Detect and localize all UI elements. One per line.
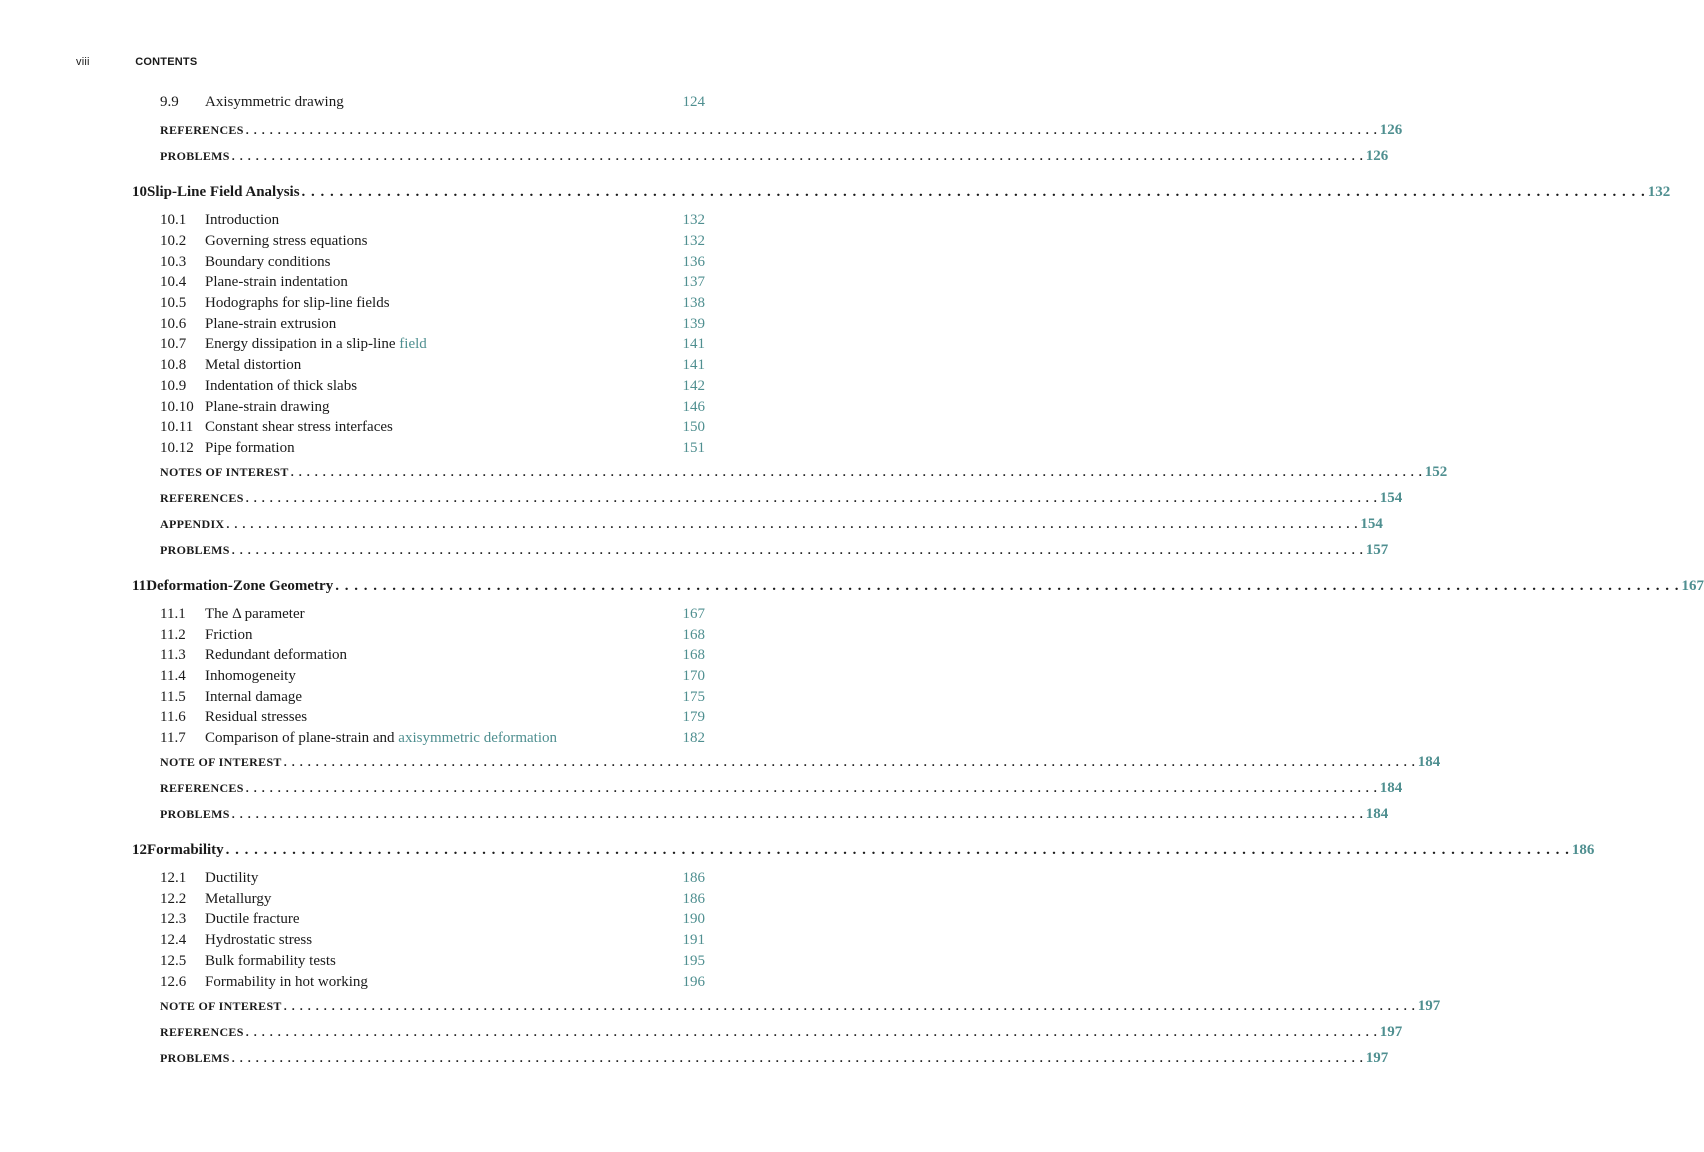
section-page-number[interactable]: 195: [682, 953, 705, 969]
section-title-link[interactable]: field: [399, 336, 427, 352]
toc-section-entry[interactable]: [0, 252, 806, 272]
section-number: 12.1: [160, 870, 187, 886]
backmatter-label: APPENDIX: [160, 517, 225, 531]
section-page-number[interactable]: 168: [682, 647, 705, 663]
section-title[interactable]: [205, 397, 330, 417]
chapter-title: Deformation-Zone Geometry: [146, 578, 334, 594]
toc-section-entry[interactable]: [0, 728, 806, 748]
backmatter-page-number[interactable]: 184: [1365, 806, 1389, 822]
section-title-text: Internal damage: [205, 689, 303, 705]
leader-dots: [284, 755, 1416, 770]
leader-dots: [246, 1025, 1378, 1040]
toc-backmatter-entry[interactable]: [160, 806, 1389, 826]
section-title-text: Plane-strain indentation: [205, 274, 348, 290]
section-page-number[interactable]: 146: [682, 399, 705, 415]
leader-dots: [246, 123, 1378, 138]
section-number: 11.5: [160, 689, 186, 705]
section-title-text: Energy dissipation in a slip-line: [205, 336, 400, 352]
running-head: [76, 56, 197, 68]
section-title-text: Formability in hot working: [205, 974, 368, 990]
section-title-text: Constant shear stress interfaces: [205, 419, 393, 435]
leader-dots: [226, 842, 1570, 859]
section-title-text: Friction: [205, 627, 253, 643]
section-title[interactable]: [205, 293, 390, 313]
section-title[interactable]: [205, 951, 336, 971]
section-page-number[interactable]: 139: [682, 316, 705, 332]
section-number: 10.4: [160, 274, 187, 290]
section-number: 12.4: [160, 932, 187, 948]
section-title[interactable]: [205, 930, 312, 950]
toc-section-entry[interactable]: [0, 951, 806, 971]
backmatter-page-number[interactable]: 152: [1424, 464, 1448, 480]
toc-backmatter-entry[interactable]: [160, 516, 1383, 536]
toc-section-entry[interactable]: [0, 604, 806, 624]
section-title[interactable]: [205, 355, 301, 375]
leader-dots: [291, 465, 1423, 480]
section-page-number[interactable]: 142: [682, 378, 705, 394]
section-title[interactable]: [205, 272, 348, 292]
toc-backmatter-entry[interactable]: [160, 122, 1403, 142]
section-title-text: Bulk formability tests: [205, 953, 336, 969]
toc-section-entry[interactable]: [0, 625, 806, 645]
section-title[interactable]: [205, 376, 357, 396]
section-title-text: Hodographs for slip-line fields: [205, 295, 390, 311]
section-title-text: Plane-strain extrusion: [205, 316, 337, 332]
toc-section-entry[interactable]: [0, 397, 806, 417]
toc-section-entry[interactable]: [0, 972, 806, 992]
toc-chapter-entry[interactable]: [132, 842, 1595, 862]
leader-dots: [246, 491, 1378, 506]
section-page-number[interactable]: 151: [682, 440, 705, 456]
leader-dots: [232, 149, 1364, 164]
backmatter-label: PROBLEMS: [160, 807, 230, 821]
toc-section-entry[interactable]: [0, 376, 806, 396]
backmatter-label: NOTE OF INTEREST: [160, 999, 282, 1013]
backmatter-label: NOTES OF INTEREST: [160, 465, 289, 479]
toc-section-entry[interactable]: [0, 438, 806, 458]
toc-section-entry[interactable]: [0, 334, 806, 354]
leader-dots: [232, 543, 1364, 558]
chapter-page-number[interactable]: 132: [1647, 184, 1671, 200]
section-number: 10.1: [160, 212, 187, 228]
section-title[interactable]: [205, 334, 427, 354]
section-title-text: Pipe formation: [205, 440, 295, 456]
toc-section-entry[interactable]: [0, 272, 806, 292]
section-number: 10.3: [160, 254, 187, 270]
section-title[interactable]: [205, 252, 330, 272]
toc-backmatter-entry[interactable]: [160, 998, 1441, 1018]
section-title[interactable]: [205, 687, 302, 707]
toc-section-entry[interactable]: [0, 293, 806, 313]
backmatter-label: PROBLEMS: [160, 149, 230, 163]
chapter-title: Slip-Line Field Analysis: [147, 184, 300, 200]
section-number: 10.6: [160, 316, 187, 332]
backmatter-label: NOTE OF INTEREST: [160, 755, 282, 769]
section-number: 10.2: [160, 233, 187, 249]
section-page-number[interactable]: 138: [682, 295, 705, 311]
section-title-text: Boundary conditions: [205, 254, 331, 270]
backmatter-label: PROBLEMS: [160, 1051, 230, 1065]
toc-backmatter-entry[interactable]: [160, 490, 1403, 510]
section-page-number[interactable]: 132: [682, 233, 705, 249]
toc-section-entry[interactable]: [0, 909, 806, 929]
section-title-text: Comparison of plane-strain and: [205, 730, 399, 746]
section-title[interactable]: [205, 909, 300, 929]
toc-section-entry[interactable]: [0, 314, 806, 334]
backmatter-label: REFERENCES: [160, 491, 244, 505]
section-title[interactable]: [205, 210, 279, 230]
running-title: CONTENTS: [135, 56, 198, 68]
backmatter-label: REFERENCES: [160, 123, 244, 137]
section-number: 10.8: [160, 357, 187, 373]
page-number: viii: [76, 56, 90, 68]
toc-section-entry[interactable]: [0, 645, 806, 665]
chapter-title: Formability: [147, 842, 224, 858]
section-title[interactable]: [205, 231, 367, 251]
section-title[interactable]: [205, 707, 307, 727]
section-number: 11.4: [160, 668, 186, 684]
leader-dots: [302, 184, 1646, 201]
backmatter-page-number[interactable]: 154: [1360, 516, 1383, 532]
toc-section-entry[interactable]: [0, 92, 806, 112]
section-title[interactable]: [205, 666, 296, 686]
section-page-number[interactable]: 136: [682, 254, 705, 270]
section-page-number[interactable]: 179: [682, 709, 705, 725]
backmatter-page-number[interactable]: 154: [1379, 490, 1403, 506]
backmatter-label: PROBLEMS: [160, 543, 230, 557]
section-page-number[interactable]: 186: [682, 891, 705, 907]
section-page-number[interactable]: 150: [682, 419, 705, 435]
leader-dots: [232, 807, 1364, 822]
section-number: 11.2: [160, 627, 186, 643]
section-number: 10.7: [160, 336, 187, 352]
toc-section-entry[interactable]: [0, 355, 806, 375]
section-page-number[interactable]: 196: [682, 974, 705, 990]
leader-dots: [335, 578, 1679, 595]
toc-section-entry[interactable]: [0, 666, 806, 686]
section-title-text: Metal distortion: [205, 357, 302, 373]
section-page-number[interactable]: 182: [682, 730, 705, 746]
toc-backmatter-entry[interactable]: [160, 1050, 1389, 1070]
toc-backmatter-entry[interactable]: [160, 464, 1448, 484]
section-number: 10.10: [160, 399, 194, 415]
section-title-text: Governing stress equations: [205, 233, 368, 249]
chapter-number: 12: [132, 842, 147, 858]
section-page-number[interactable]: 132: [682, 212, 705, 228]
section-page-number[interactable]: 175: [682, 689, 705, 705]
section-title-text: Hydrostatic stress: [205, 932, 313, 948]
section-number: 10.9: [160, 378, 187, 394]
section-number: 11.6: [160, 709, 186, 725]
section-title-text: Introduction: [205, 212, 280, 228]
section-number: 11.1: [160, 606, 186, 622]
leader-dots: [226, 517, 1358, 532]
section-title[interactable]: [205, 645, 347, 665]
toc-section-entry[interactable]: [0, 889, 806, 909]
section-title[interactable]: [205, 972, 368, 992]
leader-dots: [284, 999, 1416, 1014]
backmatter-page-number[interactable]: 184: [1379, 780, 1403, 796]
section-title-text: Indentation of thick slabs: [205, 378, 358, 394]
toc-section-entry[interactable]: [0, 868, 806, 888]
backmatter-page-number[interactable]: 157: [1365, 542, 1389, 558]
section-page-number[interactable]: 137: [682, 274, 705, 290]
section-number: 12.6: [160, 974, 187, 990]
toc-section-entry[interactable]: [0, 210, 806, 230]
section-title[interactable]: [205, 314, 336, 334]
section-number: 12.3: [160, 911, 187, 927]
backmatter-page-number[interactable]: 197: [1365, 1050, 1389, 1066]
backmatter-page-number[interactable]: 184: [1417, 754, 1441, 770]
section-number: 12.2: [160, 891, 187, 907]
backmatter-page-number[interactable]: 126: [1365, 148, 1389, 164]
toc-section-entry[interactable]: [0, 231, 806, 251]
chapter-page-number[interactable]: 167: [1681, 578, 1704, 594]
section-title-text: Ductile fracture: [205, 911, 300, 927]
leader-dots: [246, 781, 1378, 796]
toc-section-entry[interactable]: [0, 930, 806, 950]
section-title-text: Plane-strain drawing: [205, 399, 330, 415]
section-title[interactable]: [205, 92, 344, 112]
section-number: 12.5: [160, 953, 187, 969]
toc-backmatter-entry[interactable]: [160, 780, 1403, 800]
toc-backmatter-entry[interactable]: [160, 754, 1441, 774]
section-title[interactable]: [205, 625, 253, 645]
section-page-number[interactable]: 168: [682, 627, 705, 643]
toc-section-entry[interactable]: [0, 687, 806, 707]
section-title-text: Ductility: [205, 870, 259, 886]
toc-backmatter-entry[interactable]: [160, 148, 1389, 168]
section-title[interactable]: [205, 438, 295, 458]
toc-chapter-entry[interactable]: [132, 578, 1704, 598]
chapter-number: 11: [132, 578, 147, 594]
section-title-text: Redundant deformation: [205, 647, 348, 663]
section-page-number[interactable]: 124: [682, 94, 705, 110]
backmatter-label: REFERENCES: [160, 1025, 244, 1039]
section-page-number[interactable]: 141: [682, 336, 705, 352]
section-title[interactable]: [205, 417, 393, 437]
toc-section-entry[interactable]: [0, 707, 806, 727]
section-title-link[interactable]: axisymmetric deformation: [398, 730, 557, 746]
section-page-number[interactable]: 190: [682, 911, 705, 927]
backmatter-page-number[interactable]: 197: [1379, 1024, 1403, 1040]
toc-chapter-entry[interactable]: [132, 184, 1671, 204]
backmatter-page-number[interactable]: 126: [1379, 122, 1403, 138]
section-number: 11.7: [160, 730, 186, 746]
section-title[interactable]: [205, 604, 305, 624]
backmatter-label: REFERENCES: [160, 781, 244, 795]
section-page-number[interactable]: 141: [682, 357, 705, 373]
section-page-number[interactable]: 170: [682, 668, 705, 684]
section-title-text: The Δ parameter: [205, 606, 305, 622]
section-title-text: Axisymmetric drawing: [205, 94, 344, 110]
section-title-text: Residual stresses: [205, 709, 308, 725]
toc-backmatter-entry[interactable]: [160, 1024, 1403, 1044]
section-title-text: Inhomogeneity: [205, 668, 296, 684]
section-title-text: Metallurgy: [205, 891, 272, 907]
section-number: 10.5: [160, 295, 187, 311]
section-number: 9.9: [160, 94, 179, 110]
section-page-number[interactable]: 167: [682, 606, 705, 622]
section-page-number[interactable]: 191: [682, 932, 705, 948]
toc-backmatter-entry[interactable]: [160, 542, 1389, 562]
chapter-page-number[interactable]: 186: [1571, 842, 1595, 858]
section-title[interactable]: [205, 868, 258, 888]
toc-section-entry[interactable]: [0, 417, 806, 437]
section-number: 10.12: [160, 440, 194, 456]
chapter-number: 10: [132, 184, 147, 200]
leader-dots: [232, 1051, 1364, 1066]
section-number: 10.11: [160, 419, 194, 435]
section-number: 11.3: [160, 647, 186, 663]
section-title[interactable]: [205, 728, 557, 748]
section-page-number[interactable]: 186: [682, 870, 705, 886]
backmatter-page-number[interactable]: 197: [1417, 998, 1441, 1014]
section-title[interactable]: [205, 889, 271, 909]
